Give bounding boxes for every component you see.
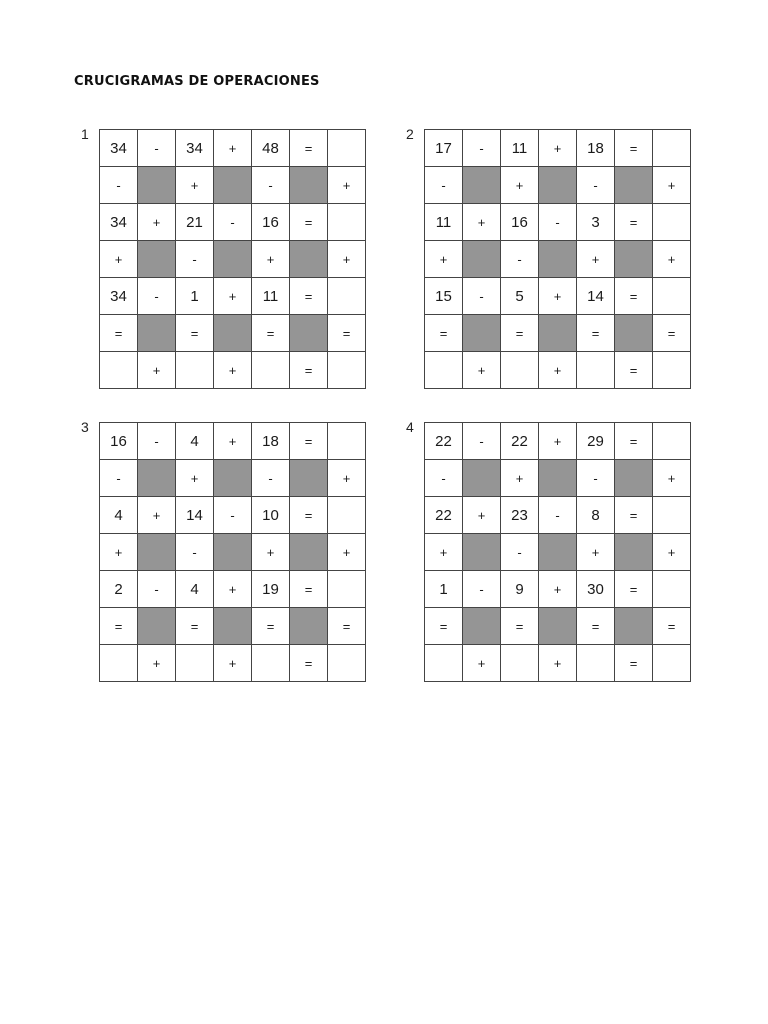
- operator-cell: -: [214, 204, 252, 241]
- answer-cell[interactable]: [577, 352, 615, 389]
- number-cell: 29: [577, 423, 615, 460]
- number-cell: 1: [425, 571, 463, 608]
- answer-cell[interactable]: [328, 278, 366, 315]
- operator-cell: -: [501, 241, 539, 278]
- operator-cell: =: [328, 315, 366, 352]
- shaded-cell: [138, 534, 176, 571]
- operator-cell: =: [615, 497, 653, 534]
- operator-cell: =: [290, 352, 328, 389]
- operator-cell: +: [539, 278, 577, 315]
- operator-cell: +: [463, 352, 501, 389]
- answer-cell[interactable]: [328, 352, 366, 389]
- answer-cell[interactable]: [501, 645, 539, 682]
- number-cell: 16: [100, 423, 138, 460]
- operator-cell: +: [501, 460, 539, 497]
- operator-cell: +: [138, 645, 176, 682]
- number-cell: 11: [425, 204, 463, 241]
- shaded-cell: [138, 167, 176, 204]
- answer-cell[interactable]: [328, 423, 366, 460]
- shaded-cell: [290, 460, 328, 497]
- operator-cell: +: [425, 241, 463, 278]
- operator-cell: +: [539, 645, 577, 682]
- number-cell: 18: [252, 423, 290, 460]
- number-cell: 11: [252, 278, 290, 315]
- operator-cell: +: [176, 167, 214, 204]
- operator-cell: +: [653, 460, 691, 497]
- operator-cell: =: [290, 645, 328, 682]
- shaded-cell: [290, 167, 328, 204]
- operator-cell: +: [539, 352, 577, 389]
- operator-cell: +: [463, 204, 501, 241]
- operator-cell: =: [615, 571, 653, 608]
- shaded-cell: [539, 241, 577, 278]
- shaded-cell: [463, 460, 501, 497]
- shaded-cell: [539, 315, 577, 352]
- answer-cell[interactable]: [653, 423, 691, 460]
- answer-cell[interactable]: [176, 352, 214, 389]
- operator-cell: =: [290, 423, 328, 460]
- operator-cell: +: [138, 204, 176, 241]
- shaded-cell: [615, 167, 653, 204]
- operator-cell: +: [539, 423, 577, 460]
- operator-cell: -: [577, 167, 615, 204]
- shaded-cell: [290, 608, 328, 645]
- operator-cell: +: [653, 167, 691, 204]
- page-title: CRUCIGRAMAS DE OPERACIONES: [74, 74, 320, 89]
- number-cell: 22: [425, 423, 463, 460]
- operator-cell: =: [290, 204, 328, 241]
- operator-cell: +: [214, 130, 252, 167]
- number-cell: 19: [252, 571, 290, 608]
- puzzle-number: 1: [81, 126, 89, 142]
- number-cell: 4: [176, 423, 214, 460]
- operator-cell: +: [577, 534, 615, 571]
- operator-cell: -: [539, 497, 577, 534]
- number-cell: 16: [501, 204, 539, 241]
- puzzle-1: [81, 126, 366, 389]
- operator-cell: +: [463, 645, 501, 682]
- number-cell: 14: [176, 497, 214, 534]
- operator-cell: -: [577, 460, 615, 497]
- answer-cell[interactable]: [100, 352, 138, 389]
- operator-cell: -: [252, 167, 290, 204]
- operator-cell: -: [214, 497, 252, 534]
- puzzle-grid: [99, 422, 366, 682]
- answer-cell[interactable]: [100, 645, 138, 682]
- number-cell: 21: [176, 204, 214, 241]
- operator-cell: -: [463, 130, 501, 167]
- operator-cell: =: [290, 497, 328, 534]
- operator-cell: =: [501, 608, 539, 645]
- answer-cell[interactable]: [425, 352, 463, 389]
- shaded-cell: [138, 608, 176, 645]
- answer-cell[interactable]: [501, 352, 539, 389]
- operator-cell: =: [176, 315, 214, 352]
- operator-cell: =: [425, 315, 463, 352]
- operator-cell: -: [100, 460, 138, 497]
- operator-cell: =: [615, 352, 653, 389]
- operator-cell: +: [328, 460, 366, 497]
- operator-cell: +: [577, 241, 615, 278]
- shaded-cell: [290, 315, 328, 352]
- shaded-cell: [463, 608, 501, 645]
- shaded-cell: [463, 241, 501, 278]
- number-cell: 3: [577, 204, 615, 241]
- operator-cell: +: [176, 460, 214, 497]
- operator-cell: +: [653, 241, 691, 278]
- operator-cell: =: [100, 608, 138, 645]
- number-cell: 1: [176, 278, 214, 315]
- answer-cell[interactable]: [328, 497, 366, 534]
- operator-cell: -: [501, 534, 539, 571]
- operator-cell: +: [328, 167, 366, 204]
- operator-cell: -: [425, 460, 463, 497]
- shaded-cell: [615, 460, 653, 497]
- operator-cell: =: [290, 571, 328, 608]
- puzzle-grid: [424, 129, 691, 389]
- operator-cell: -: [539, 204, 577, 241]
- operator-cell: -: [252, 460, 290, 497]
- operator-cell: +: [653, 534, 691, 571]
- operator-cell: =: [577, 315, 615, 352]
- shaded-cell: [615, 241, 653, 278]
- shaded-cell: [290, 241, 328, 278]
- puzzle-2: [406, 126, 691, 389]
- operator-cell: +: [252, 534, 290, 571]
- operator-cell: =: [615, 204, 653, 241]
- number-cell: 34: [100, 204, 138, 241]
- answer-cell[interactable]: [653, 645, 691, 682]
- operator-cell: -: [138, 130, 176, 167]
- operator-cell: -: [176, 241, 214, 278]
- operator-cell: +: [138, 497, 176, 534]
- operator-cell: +: [425, 534, 463, 571]
- operator-cell: -: [138, 571, 176, 608]
- number-cell: 34: [100, 278, 138, 315]
- puzzle-grid: [424, 422, 691, 682]
- puzzle-number: 2: [406, 126, 414, 142]
- number-cell: 9: [501, 571, 539, 608]
- answer-cell[interactable]: [328, 571, 366, 608]
- shaded-cell: [290, 534, 328, 571]
- operator-cell: +: [100, 534, 138, 571]
- operator-cell: =: [100, 315, 138, 352]
- number-cell: 17: [425, 130, 463, 167]
- shaded-cell: [214, 241, 252, 278]
- number-cell: 22: [501, 423, 539, 460]
- number-cell: 4: [100, 497, 138, 534]
- shaded-cell: [463, 534, 501, 571]
- answer-cell[interactable]: [328, 204, 366, 241]
- operator-cell: =: [290, 278, 328, 315]
- shaded-cell: [463, 167, 501, 204]
- answer-cell[interactable]: [653, 278, 691, 315]
- operator-cell: +: [214, 278, 252, 315]
- shaded-cell: [214, 167, 252, 204]
- operator-cell: +: [252, 241, 290, 278]
- shaded-cell: [539, 460, 577, 497]
- number-cell: 14: [577, 278, 615, 315]
- operator-cell: =: [577, 608, 615, 645]
- shaded-cell: [214, 315, 252, 352]
- operator-cell: +: [539, 571, 577, 608]
- shaded-cell: [539, 608, 577, 645]
- shaded-cell: [138, 315, 176, 352]
- puzzle-grid: [99, 129, 366, 389]
- operator-cell: =: [653, 608, 691, 645]
- number-cell: 4: [176, 571, 214, 608]
- operator-cell: -: [138, 278, 176, 315]
- operator-cell: =: [501, 315, 539, 352]
- shaded-cell: [138, 460, 176, 497]
- operator-cell: =: [653, 315, 691, 352]
- puzzle-number: 3: [81, 419, 89, 435]
- operator-cell: -: [138, 423, 176, 460]
- operator-cell: -: [463, 571, 501, 608]
- number-cell: 18: [577, 130, 615, 167]
- operator-cell: =: [290, 130, 328, 167]
- operator-cell: +: [138, 352, 176, 389]
- operator-cell: =: [252, 315, 290, 352]
- number-cell: 48: [252, 130, 290, 167]
- shaded-cell: [138, 241, 176, 278]
- answer-cell[interactable]: [653, 571, 691, 608]
- shaded-cell: [214, 460, 252, 497]
- operator-cell: =: [252, 608, 290, 645]
- operator-cell: =: [328, 608, 366, 645]
- operator-cell: +: [214, 423, 252, 460]
- number-cell: 2: [100, 571, 138, 608]
- number-cell: 8: [577, 497, 615, 534]
- answer-cell[interactable]: [425, 645, 463, 682]
- operator-cell: -: [463, 423, 501, 460]
- shaded-cell: [539, 167, 577, 204]
- answer-cell[interactable]: [577, 645, 615, 682]
- operator-cell: -: [463, 278, 501, 315]
- operator-cell: +: [214, 571, 252, 608]
- operator-cell: +: [328, 241, 366, 278]
- operator-cell: +: [539, 130, 577, 167]
- shaded-cell: [615, 534, 653, 571]
- shaded-cell: [214, 608, 252, 645]
- operator-cell: =: [615, 645, 653, 682]
- operator-cell: -: [176, 534, 214, 571]
- answer-cell[interactable]: [328, 130, 366, 167]
- number-cell: 5: [501, 278, 539, 315]
- answer-cell[interactable]: [252, 645, 290, 682]
- puzzle-3: [81, 419, 366, 682]
- operator-cell: +: [463, 497, 501, 534]
- operator-cell: =: [615, 423, 653, 460]
- operator-cell: =: [176, 608, 214, 645]
- answer-cell[interactable]: [328, 645, 366, 682]
- operator-cell: +: [214, 645, 252, 682]
- answer-cell[interactable]: [653, 130, 691, 167]
- answer-cell[interactable]: [653, 204, 691, 241]
- answer-cell[interactable]: [653, 497, 691, 534]
- number-cell: 23: [501, 497, 539, 534]
- puzzle-number: 4: [406, 419, 414, 435]
- operator-cell: +: [328, 534, 366, 571]
- shaded-cell: [539, 534, 577, 571]
- operator-cell: =: [615, 278, 653, 315]
- answer-cell[interactable]: [252, 352, 290, 389]
- answer-cell[interactable]: [653, 352, 691, 389]
- shaded-cell: [615, 608, 653, 645]
- number-cell: 22: [425, 497, 463, 534]
- number-cell: 30: [577, 571, 615, 608]
- operator-cell: +: [100, 241, 138, 278]
- operator-cell: =: [615, 130, 653, 167]
- puzzle-4: [406, 419, 691, 682]
- number-cell: 11: [501, 130, 539, 167]
- number-cell: 34: [100, 130, 138, 167]
- shaded-cell: [615, 315, 653, 352]
- number-cell: 34: [176, 130, 214, 167]
- operator-cell: +: [214, 352, 252, 389]
- number-cell: 10: [252, 497, 290, 534]
- operator-cell: +: [501, 167, 539, 204]
- shaded-cell: [463, 315, 501, 352]
- operator-cell: =: [425, 608, 463, 645]
- number-cell: 16: [252, 204, 290, 241]
- operator-cell: -: [425, 167, 463, 204]
- answer-cell[interactable]: [176, 645, 214, 682]
- number-cell: 15: [425, 278, 463, 315]
- shaded-cell: [214, 534, 252, 571]
- operator-cell: -: [100, 167, 138, 204]
